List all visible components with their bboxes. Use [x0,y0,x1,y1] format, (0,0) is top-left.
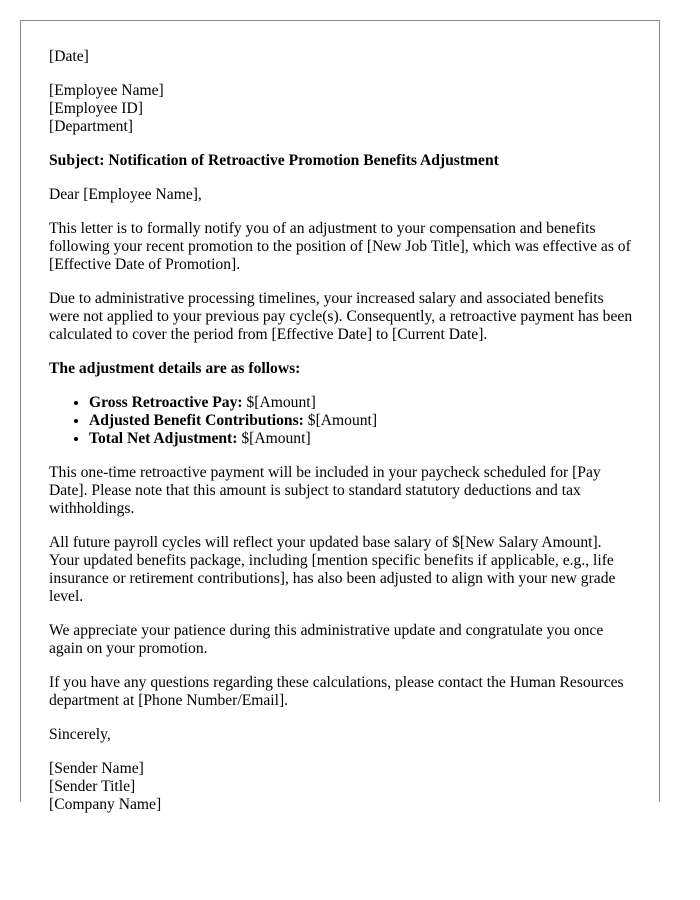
details-heading: The adjustment details are as follows: [49,360,301,377]
department: [Department] [49,118,133,135]
signature-block [49,760,634,814]
payment-paragraph: This one-time retroactive payment will be included in your paycheck scheduled for [Pay Date]. Please note that this amount is subject to standard statutory deductions and tax withholdings. [49,464,601,517]
employee-name: [Employee Name] [49,82,164,99]
details-list [49,394,634,448]
salutation: Dear [Employee Name], [49,186,202,203]
subject-line: Subject: Notification of Retroactive Promotion Benefits Adjustment [49,152,499,169]
company-name: [Company Name] [49,796,162,813]
detail-label: Adjusted Benefit Contributions: [89,412,304,429]
detail-value: $[Amount] [303,412,378,429]
questions-paragraph: If you have any questions regarding these calculations, please contact the Human Resources department at [Phone Number/Email]. [49,674,624,709]
letter-date: [Date] [49,48,89,65]
future-paragraph: All future payroll cycles will reflect your updated base salary of $[New Salary Amount]. Your updated benefits package, including [mention specific benefits if applicable, e.g., life insurance or retirement contributions], has also been adjusted to align with your new grade level. [49,534,616,605]
list-item [89,412,634,430]
recipient-block [49,82,634,136]
detail-label: Gross Retroactive Pay: [89,394,243,411]
date-block [49,48,634,66]
detail-value: $[Amount] [242,394,316,411]
reason-paragraph: Due to administrative processing timelines, your increased salary and associated benefits were not applied to your previous pay cycle(s). Consequently, a retroactive payment has been calculated to cover the period from [Effective Date] to [Current Date]. [49,290,633,343]
closing: Sincerely, [49,726,111,743]
employee-id: [Employee ID] [49,100,143,117]
letter-page [20,20,660,813]
sender-title: [Sender Title] [49,778,136,795]
sender-name: [Sender Name] [49,760,144,777]
detail-label: Total Net Adjustment: [89,430,238,447]
detail-value: $[Amount] [237,430,311,447]
letter-body [49,48,634,830]
list-item [89,394,634,412]
list-item [89,430,634,448]
intro-paragraph: This letter is to formally notify you of an adjustment to your compensation and benefits following your recent promotion to the position of [New Job Title], which was effective as of [Effective Date of Promotion]. [49,220,631,273]
appreciation-paragraph: We appreciate your patience during this administrative update and congratulate you once again on your promotion. [49,622,604,657]
